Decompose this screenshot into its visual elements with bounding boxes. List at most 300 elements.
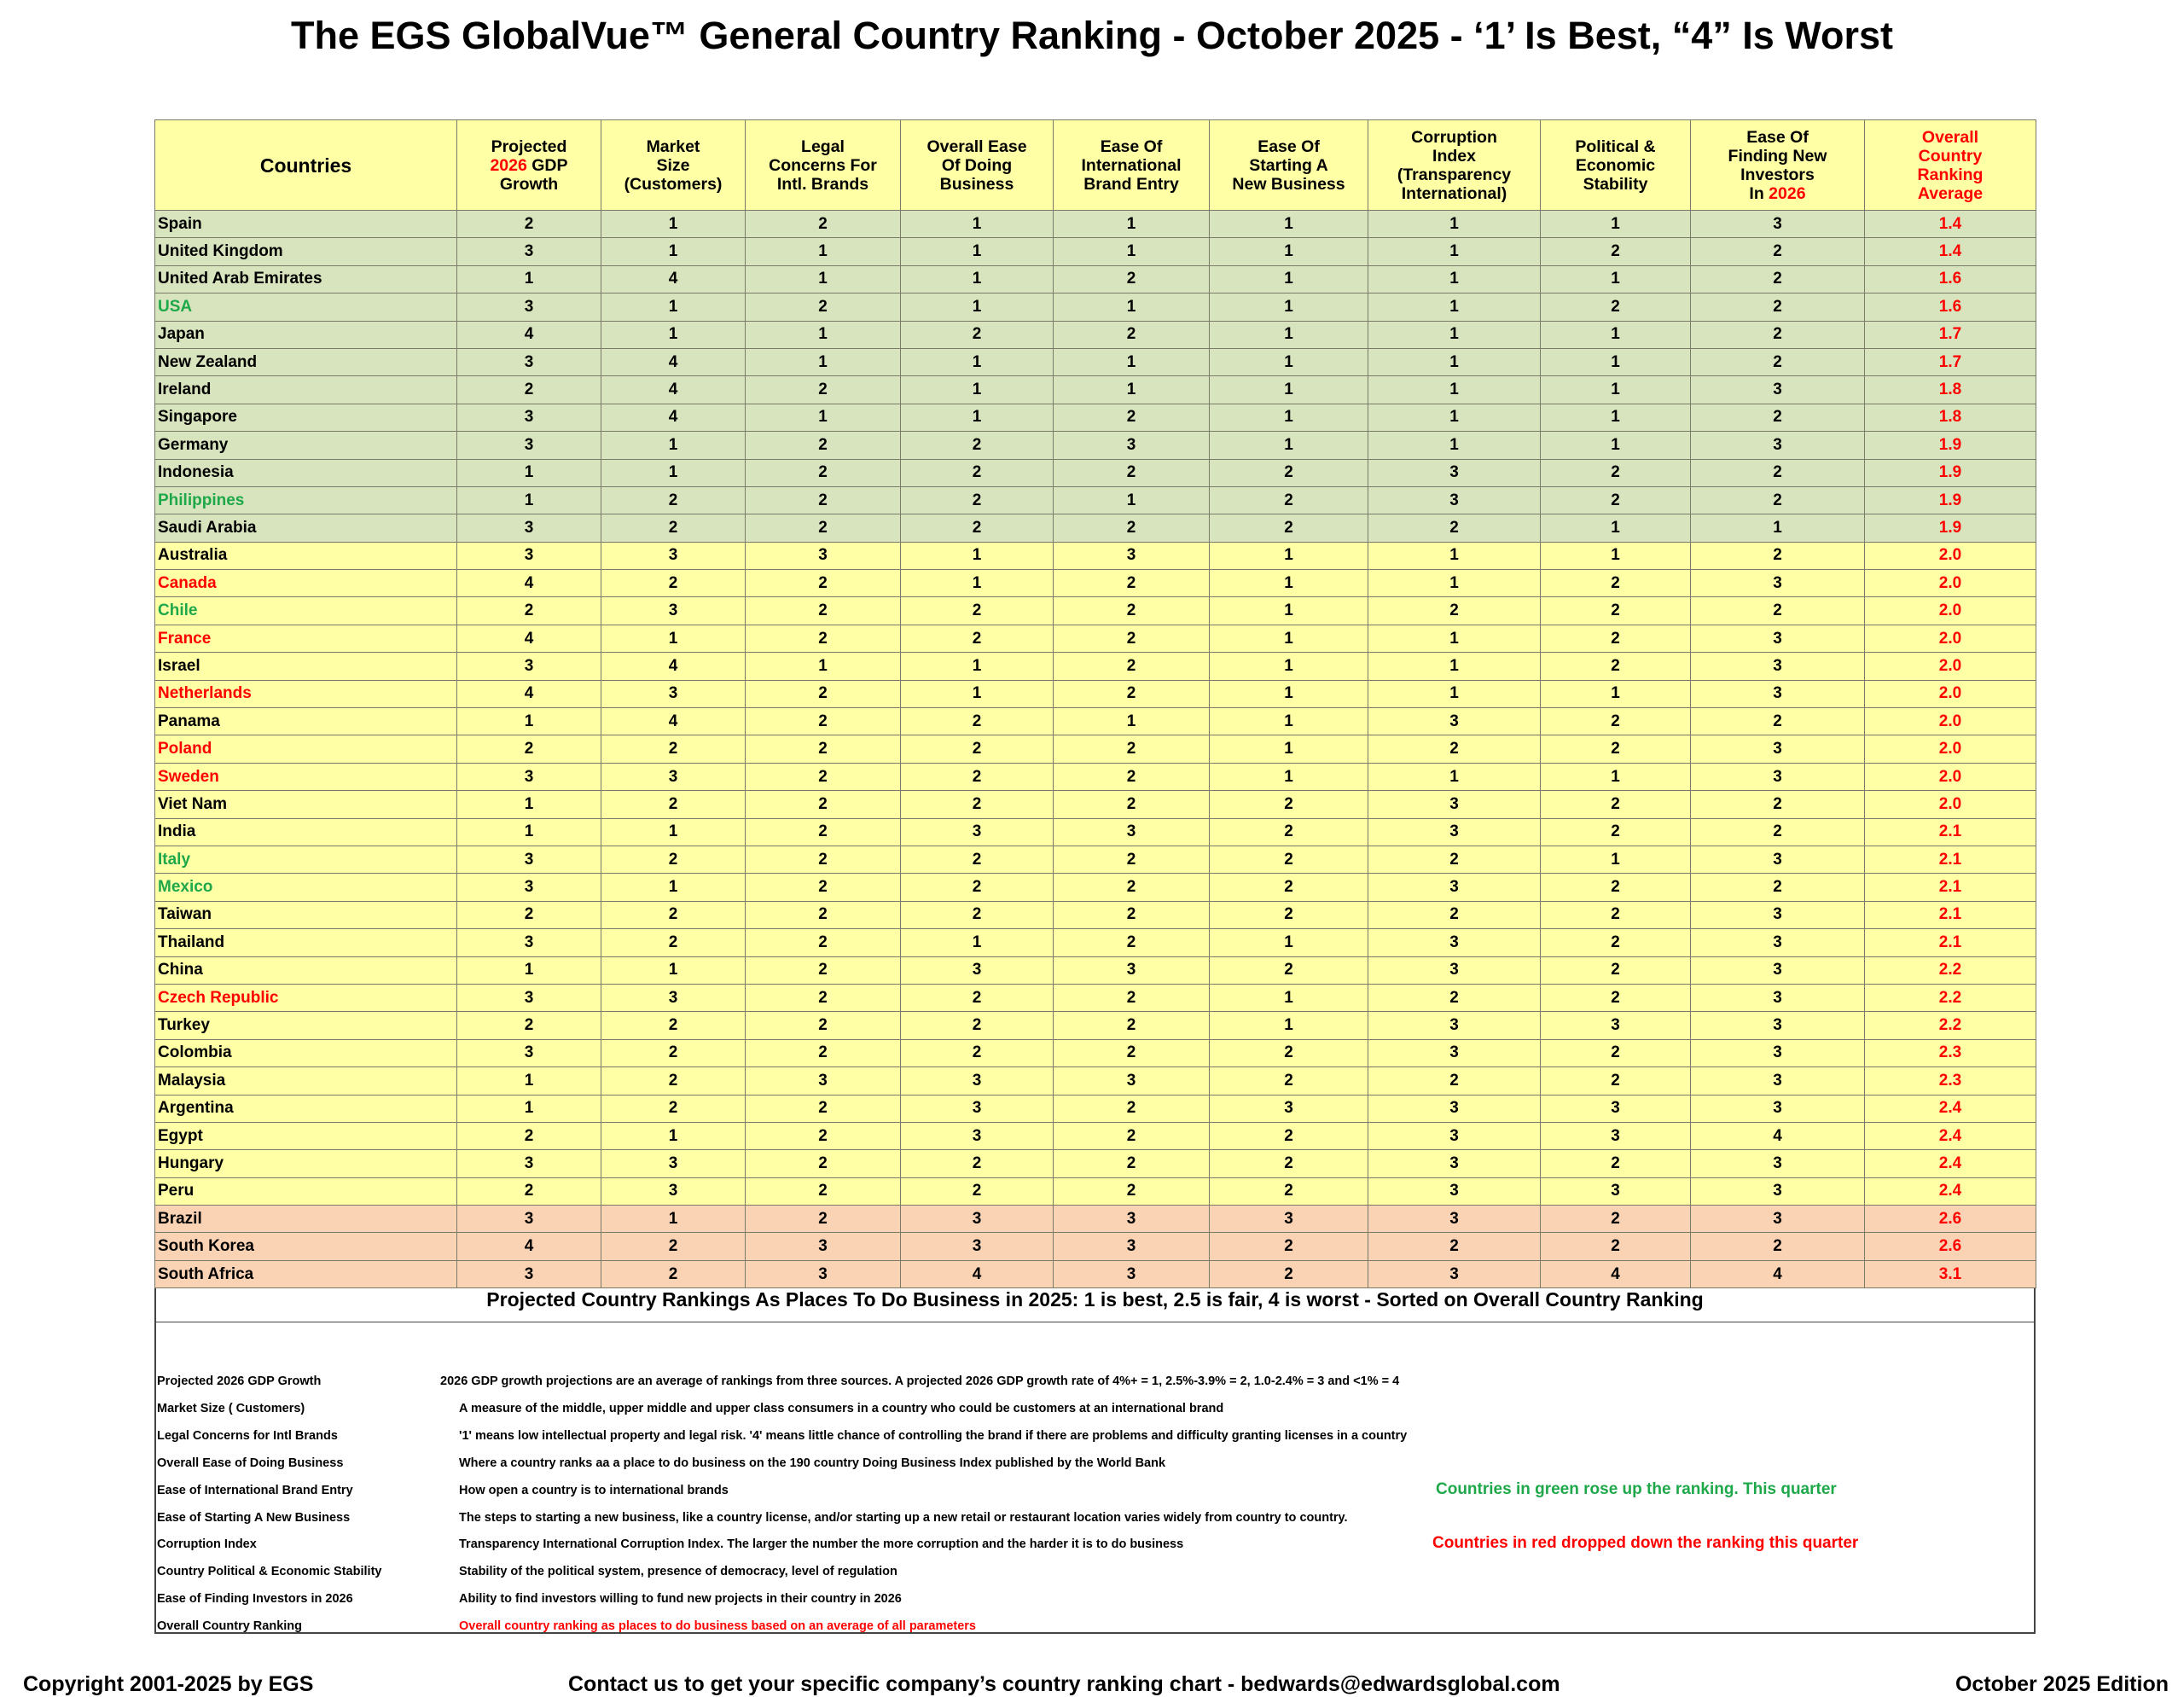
rank-cell: 2 bbox=[1054, 653, 1210, 680]
rank-cell: 2 bbox=[601, 929, 746, 956]
rank-cell: 3 bbox=[1054, 1206, 1210, 1233]
rank-cell: 1 bbox=[1054, 486, 1210, 514]
rank-cell: 3 bbox=[1691, 570, 1865, 597]
table-row bbox=[155, 735, 2036, 763]
rank-cell: 2 bbox=[1691, 1233, 1865, 1260]
rank-cell: 3 bbox=[457, 404, 601, 431]
table-row bbox=[155, 956, 2036, 984]
rank-cell: 1 bbox=[1210, 348, 1368, 375]
overall-average-cell: 1.9 bbox=[1865, 432, 2036, 459]
rank-cell: 1 bbox=[457, 1067, 601, 1095]
rank-cell: 2 bbox=[601, 735, 746, 763]
rank-cell: 1 bbox=[901, 570, 1054, 597]
rank-cell: 1 bbox=[457, 791, 601, 818]
rank-cell: 1 bbox=[457, 708, 601, 735]
rank-cell: 2 bbox=[746, 956, 901, 984]
country-name: Peru bbox=[155, 1177, 457, 1205]
rank-cell: 2 bbox=[1541, 735, 1691, 763]
rank-cell: 2 bbox=[1368, 1233, 1541, 1260]
rank-cell: 3 bbox=[1691, 956, 1865, 984]
rank-cell: 3 bbox=[901, 956, 1054, 984]
country-name: Germany bbox=[155, 432, 457, 459]
rank-cell: 1 bbox=[901, 680, 1054, 707]
table-row bbox=[155, 708, 2036, 735]
rank-cell: 2 bbox=[1054, 735, 1210, 763]
rank-cell: 1 bbox=[1541, 680, 1691, 707]
header-finding-investors: Ease Of Finding New Investors In 2026 bbox=[1691, 120, 1865, 211]
rank-cell: 2 bbox=[1541, 653, 1691, 680]
rank-cell: 2 bbox=[746, 625, 901, 652]
country-name: Panama bbox=[155, 708, 457, 735]
rank-cell: 3 bbox=[746, 542, 901, 569]
country-name: Egypt bbox=[155, 1122, 457, 1149]
rank-cell: 1 bbox=[1210, 321, 1368, 348]
rank-cell: 3 bbox=[1541, 1122, 1691, 1149]
overall-average-cell: 1.6 bbox=[1865, 293, 2036, 321]
rank-cell: 2 bbox=[1541, 956, 1691, 984]
rank-cell: 1 bbox=[457, 818, 601, 846]
rank-cell: 1 bbox=[1368, 653, 1541, 680]
page-title: The EGS GlobalVue™ General Country Ranking - October 2025 - ‘1’ Is Best, “4” Is Worst bbox=[291, 14, 1893, 57]
country-name: Canada bbox=[155, 570, 457, 597]
overall-average-cell: 2.3 bbox=[1865, 1067, 2036, 1095]
rank-cell: 4 bbox=[1691, 1260, 1865, 1287]
rank-cell: 2 bbox=[746, 376, 901, 404]
rank-cell: 1 bbox=[1210, 653, 1368, 680]
rank-cell: 3 bbox=[601, 984, 746, 1011]
rank-cell: 1 bbox=[1210, 680, 1368, 707]
country-name: Thailand bbox=[155, 929, 457, 956]
rank-cell: 3 bbox=[457, 846, 601, 873]
rank-cell: 2 bbox=[901, 1177, 1054, 1205]
rank-cell: 2 bbox=[746, 818, 901, 846]
rank-cell: 1 bbox=[1368, 763, 1541, 790]
rank-cell: 3 bbox=[1368, 486, 1541, 514]
country-name: Viet Nam bbox=[155, 791, 457, 818]
rank-cell: 3 bbox=[901, 1122, 1054, 1149]
rank-cell: 2 bbox=[601, 570, 746, 597]
overall-average-cell: 1.9 bbox=[1865, 459, 2036, 486]
rank-cell: 2 bbox=[1541, 791, 1691, 818]
overall-average-cell: 1.7 bbox=[1865, 321, 2036, 348]
rank-cell: 3 bbox=[1368, 1206, 1541, 1233]
country-name: United Kingdom bbox=[155, 238, 457, 265]
definition-description: Transparency International Corruption Index. The larger the number the more corruption and the harder it is to do business bbox=[459, 1537, 1184, 1552]
rank-cell: 3 bbox=[1210, 1095, 1368, 1122]
rank-cell: 3 bbox=[457, 653, 601, 680]
rank-cell: 2 bbox=[1210, 459, 1368, 486]
rank-cell: 1 bbox=[601, 459, 746, 486]
rank-cell: 2 bbox=[1054, 625, 1210, 652]
rank-cell: 3 bbox=[457, 1039, 601, 1066]
rank-cell: 1 bbox=[601, 321, 746, 348]
rank-cell: 2 bbox=[1541, 929, 1691, 956]
rank-cell: 1 bbox=[901, 238, 1054, 265]
overall-average-cell: 2.0 bbox=[1865, 735, 2036, 763]
rank-cell: 2 bbox=[1541, 486, 1691, 514]
rank-cell: 2 bbox=[1541, 570, 1691, 597]
rank-cell: 1 bbox=[601, 1122, 746, 1149]
rank-cell: 2 bbox=[1368, 735, 1541, 763]
rank-cell: 2 bbox=[1541, 1039, 1691, 1066]
rank-cell: 3 bbox=[746, 1067, 901, 1095]
table-row bbox=[155, 929, 2036, 956]
definition-description: A measure of the middle, upper middle and upper class consumers in a country who could be customers at an international brand bbox=[459, 1401, 1224, 1415]
definition-term: Overall Ease of Doing Business bbox=[157, 1456, 344, 1470]
definition-term: Projected 2026 GDP Growth bbox=[157, 1374, 322, 1388]
rank-cell: 2 bbox=[1541, 1150, 1691, 1177]
country-name: Poland bbox=[155, 735, 457, 763]
rank-cell: 3 bbox=[1368, 459, 1541, 486]
overall-average-cell: 2.1 bbox=[1865, 874, 2036, 901]
rank-cell: 2 bbox=[1210, 874, 1368, 901]
rank-cell: 3 bbox=[457, 984, 601, 1011]
overall-average-cell: 2.1 bbox=[1865, 818, 2036, 846]
rank-cell: 1 bbox=[457, 459, 601, 486]
rank-cell: 3 bbox=[457, 348, 601, 375]
rank-cell: 1 bbox=[901, 653, 1054, 680]
rank-cell: 2 bbox=[1054, 763, 1210, 790]
rank-cell: 3 bbox=[1368, 1177, 1541, 1205]
rank-cell: 1 bbox=[746, 404, 901, 431]
rank-cell: 2 bbox=[1691, 459, 1865, 486]
rank-cell: 1 bbox=[1054, 238, 1210, 265]
definition-term: Ease of International Brand Entry bbox=[157, 1483, 353, 1497]
country-name: United Arab Emirates bbox=[155, 265, 457, 293]
country-name: Chile bbox=[155, 597, 457, 625]
table-row bbox=[155, 1039, 2036, 1066]
rank-cell: 3 bbox=[1691, 1095, 1865, 1122]
rank-cell: 2 bbox=[746, 570, 901, 597]
country-name: New Zealand bbox=[155, 348, 457, 375]
rank-cell: 2 bbox=[1541, 625, 1691, 652]
rank-cell: 2 bbox=[901, 486, 1054, 514]
table-body bbox=[155, 211, 2036, 1288]
overall-average-cell: 2.6 bbox=[1865, 1206, 2036, 1233]
rank-cell: 3 bbox=[1054, 432, 1210, 459]
country-name: Hungary bbox=[155, 1150, 457, 1177]
rank-cell: 2 bbox=[601, 846, 746, 873]
rank-cell: 2 bbox=[1691, 708, 1865, 735]
definition-description: Where a country ranks aa a place to do business on the 190 country Doing Business Index published by the World Bank bbox=[459, 1456, 1166, 1470]
rank-cell: 1 bbox=[601, 432, 746, 459]
table-row bbox=[155, 514, 2036, 542]
rank-cell: 3 bbox=[901, 1233, 1054, 1260]
overall-average-cell: 1.8 bbox=[1865, 376, 2036, 404]
rank-cell: 4 bbox=[601, 265, 746, 293]
rank-cell: 3 bbox=[457, 874, 601, 901]
table-row bbox=[155, 542, 2036, 569]
table-row bbox=[155, 211, 2036, 238]
rank-cell: 1 bbox=[901, 211, 1054, 238]
table-row bbox=[155, 680, 2036, 707]
rank-cell: 2 bbox=[457, 597, 601, 625]
definition-description: The steps to starting a new business, like a country license, and/or starting up a new retail or restaurant location varies widely from country to country. bbox=[459, 1510, 1348, 1525]
rank-cell: 2 bbox=[1054, 321, 1210, 348]
rank-cell: 1 bbox=[1210, 625, 1368, 652]
definition-term: Overall Country Ranking bbox=[157, 1619, 303, 1634]
overall-average-cell: 2.1 bbox=[1865, 929, 2036, 956]
table-row bbox=[155, 404, 2036, 431]
rank-cell: 1 bbox=[1541, 542, 1691, 569]
rank-cell: 3 bbox=[1054, 1233, 1210, 1260]
rank-cell: 2 bbox=[1368, 1067, 1541, 1095]
overall-average-cell: 2.0 bbox=[1865, 597, 2036, 625]
definition-term: Corruption Index bbox=[157, 1537, 257, 1552]
overall-average-cell: 3.1 bbox=[1865, 1260, 2036, 1287]
rank-cell: 4 bbox=[601, 348, 746, 375]
rank-cell: 3 bbox=[746, 1233, 901, 1260]
rank-cell: 3 bbox=[1368, 1260, 1541, 1287]
overall-average-cell: 2.0 bbox=[1865, 763, 2036, 790]
rank-cell: 1 bbox=[1210, 542, 1368, 569]
rank-cell: 2 bbox=[1541, 984, 1691, 1011]
rank-cell: 2 bbox=[457, 1177, 601, 1205]
rank-cell: 2 bbox=[601, 901, 746, 928]
rank-cell: 2 bbox=[1210, 1067, 1368, 1095]
rank-cell: 2 bbox=[1368, 597, 1541, 625]
rank-cell: 3 bbox=[1368, 929, 1541, 956]
rank-cell: 2 bbox=[746, 901, 901, 928]
rank-cell: 3 bbox=[1691, 653, 1865, 680]
rank-cell: 4 bbox=[901, 1260, 1054, 1287]
rank-cell: 1 bbox=[746, 653, 901, 680]
rank-cell: 2 bbox=[901, 1039, 1054, 1066]
definition-description: 2026 GDP growth projections are an average of rankings from three sources. A projected 2026 GDP growth rate of 4%+ = 1, 2.5%-3.9% = 2, 1.0-2.4% = 3 and <1% = 4 bbox=[440, 1374, 1400, 1388]
country-name: Japan bbox=[155, 321, 457, 348]
definition-term: Ease of Starting A New Business bbox=[157, 1510, 351, 1525]
rank-cell: 2 bbox=[1691, 818, 1865, 846]
table-row bbox=[155, 1122, 2036, 1149]
rank-cell: 1 bbox=[901, 404, 1054, 431]
rank-cell: 3 bbox=[601, 597, 746, 625]
table-row bbox=[155, 874, 2036, 901]
rank-cell: 1 bbox=[1541, 514, 1691, 542]
rank-cell: 2 bbox=[1541, 293, 1691, 321]
green-legend-note: Countries in green rose up the ranking. This quarter bbox=[1436, 1480, 1837, 1498]
table-row bbox=[155, 265, 2036, 293]
rank-cell: 2 bbox=[1054, 570, 1210, 597]
rank-cell: 3 bbox=[1691, 625, 1865, 652]
rank-cell: 1 bbox=[1368, 404, 1541, 431]
overall-average-cell: 2.4 bbox=[1865, 1095, 2036, 1122]
country-name: Sweden bbox=[155, 763, 457, 790]
overall-average-cell: 2.0 bbox=[1865, 570, 2036, 597]
rank-cell: 2 bbox=[746, 1095, 901, 1122]
rank-cell: 2 bbox=[1054, 791, 1210, 818]
rank-cell: 2 bbox=[901, 846, 1054, 873]
rank-cell: 2 bbox=[746, 1122, 901, 1149]
rank-cell: 2 bbox=[1054, 597, 1210, 625]
rank-cell: 3 bbox=[1541, 1177, 1691, 1205]
overall-average-cell: 1.4 bbox=[1865, 211, 2036, 238]
rank-cell: 2 bbox=[1368, 846, 1541, 873]
rank-cell: 1 bbox=[601, 625, 746, 652]
rank-cell: 1 bbox=[1368, 321, 1541, 348]
rank-cell: 1 bbox=[1210, 376, 1368, 404]
rank-cell: 2 bbox=[1210, 846, 1368, 873]
rank-cell: 3 bbox=[601, 542, 746, 569]
rank-cell: 2 bbox=[746, 432, 901, 459]
overall-average-cell: 1.9 bbox=[1865, 514, 2036, 542]
rank-cell: 1 bbox=[1210, 238, 1368, 265]
rank-cell: 1 bbox=[746, 348, 901, 375]
rank-cell: 2 bbox=[746, 929, 901, 956]
rank-cell: 2 bbox=[1541, 597, 1691, 625]
rank-cell: 3 bbox=[457, 763, 601, 790]
rank-cell: 1 bbox=[457, 486, 601, 514]
rank-cell: 4 bbox=[601, 404, 746, 431]
footer-edition: October 2025 Edition bbox=[1955, 1672, 2169, 1696]
rank-cell: 2 bbox=[601, 791, 746, 818]
rank-cell: 3 bbox=[901, 1067, 1054, 1095]
rank-cell: 3 bbox=[1054, 1260, 1210, 1287]
rank-cell: 1 bbox=[1210, 293, 1368, 321]
rank-cell: 3 bbox=[1368, 1122, 1541, 1149]
rank-cell: 1 bbox=[1210, 597, 1368, 625]
rank-cell: 1 bbox=[901, 542, 1054, 569]
definition-description: How open a country is to international brands bbox=[459, 1483, 729, 1497]
overall-average-cell: 2.4 bbox=[1865, 1150, 2036, 1177]
table-row bbox=[155, 984, 2036, 1011]
table-row bbox=[155, 238, 2036, 265]
rank-cell: 2 bbox=[457, 376, 601, 404]
ranking-table bbox=[154, 119, 2036, 1288]
country-name: USA bbox=[155, 293, 457, 321]
header-intl-brand-entry: Ease Of International Brand Entry bbox=[1054, 120, 1210, 211]
table-row bbox=[155, 486, 2036, 514]
rank-cell: 2 bbox=[1541, 1206, 1691, 1233]
definition-description: Overall country ranking as places to do business based on an average of all parameters bbox=[459, 1619, 976, 1634]
overall-average-cell: 2.3 bbox=[1865, 1039, 2036, 1066]
overall-average-cell: 2.2 bbox=[1865, 1012, 2036, 1039]
table-header-row bbox=[155, 120, 2036, 211]
rank-cell: 3 bbox=[457, 238, 601, 265]
rank-cell: 2 bbox=[901, 735, 1054, 763]
rank-cell: 3 bbox=[1368, 1012, 1541, 1039]
rank-cell: 1 bbox=[601, 874, 746, 901]
rank-cell: 2 bbox=[601, 1039, 746, 1066]
rank-cell: 2 bbox=[601, 1233, 746, 1260]
rank-cell: 4 bbox=[457, 1233, 601, 1260]
rank-cell: 3 bbox=[1541, 1012, 1691, 1039]
rank-cell: 1 bbox=[1210, 735, 1368, 763]
rank-cell: 2 bbox=[901, 1150, 1054, 1177]
definition-description: '1' means low intellectual property and legal risk. '4' means little chance of controlling the brand if there are problems and difficulty granting licenses in a country bbox=[459, 1428, 1408, 1443]
rank-cell: 2 bbox=[746, 874, 901, 901]
rank-cell: 2 bbox=[1691, 874, 1865, 901]
rank-cell: 2 bbox=[1368, 901, 1541, 928]
rank-cell: 2 bbox=[1541, 818, 1691, 846]
red-legend-note: Countries in red dropped down the ranking this quarter bbox=[1432, 1534, 1859, 1552]
country-name: South Korea bbox=[155, 1233, 457, 1260]
rank-cell: 2 bbox=[1054, 1012, 1210, 1039]
table-row bbox=[155, 1095, 2036, 1122]
rank-cell: 2 bbox=[1054, 1122, 1210, 1149]
rank-cell: 1 bbox=[601, 293, 746, 321]
rank-cell: 3 bbox=[1691, 929, 1865, 956]
header-gdp-growth: Projected 2026 GDP Growth bbox=[457, 120, 601, 211]
rank-cell: 2 bbox=[601, 1012, 746, 1039]
rank-cell: 2 bbox=[1054, 1095, 1210, 1122]
rank-cell: 1 bbox=[901, 265, 1054, 293]
rank-cell: 1 bbox=[1210, 984, 1368, 1011]
country-name: Philippines bbox=[155, 486, 457, 514]
rank-cell: 3 bbox=[457, 1150, 601, 1177]
rank-cell: 3 bbox=[1541, 1095, 1691, 1122]
rank-cell: 2 bbox=[457, 1012, 601, 1039]
rank-cell: 2 bbox=[1054, 846, 1210, 873]
country-name: Indonesia bbox=[155, 459, 457, 486]
rank-cell: 1 bbox=[601, 1206, 746, 1233]
rank-cell: 1 bbox=[901, 293, 1054, 321]
overall-average-cell: 2.0 bbox=[1865, 680, 2036, 707]
rank-cell: 1 bbox=[1054, 376, 1210, 404]
table-row bbox=[155, 1206, 2036, 1233]
table-row bbox=[155, 293, 2036, 321]
rank-cell: 2 bbox=[901, 874, 1054, 901]
rank-cell: 3 bbox=[1691, 901, 1865, 928]
rank-cell: 2 bbox=[1054, 265, 1210, 293]
definition-description: Stability of the political system, presence of democracy, level of regulation bbox=[459, 1565, 897, 1579]
rank-cell: 1 bbox=[1368, 293, 1541, 321]
rank-cell: 4 bbox=[457, 570, 601, 597]
rank-cell: 1 bbox=[601, 956, 746, 984]
rank-cell: 1 bbox=[1368, 542, 1541, 569]
rank-cell: 3 bbox=[1691, 1067, 1865, 1095]
rank-cell: 2 bbox=[901, 708, 1054, 735]
header-ease-doing-business: Overall Ease Of Doing Business bbox=[901, 120, 1054, 211]
rank-cell: 2 bbox=[901, 791, 1054, 818]
rank-cell: 2 bbox=[1054, 929, 1210, 956]
rank-cell: 3 bbox=[601, 763, 746, 790]
rank-cell: 2 bbox=[1210, 1177, 1368, 1205]
table-row bbox=[155, 321, 2036, 348]
rank-cell: 2 bbox=[1210, 818, 1368, 846]
rank-cell: 2 bbox=[1054, 680, 1210, 707]
rank-cell: 2 bbox=[1691, 321, 1865, 348]
rank-cell: 3 bbox=[1691, 1039, 1865, 1066]
rank-cell: 3 bbox=[1054, 956, 1210, 984]
rank-cell: 1 bbox=[1210, 763, 1368, 790]
rank-cell: 1 bbox=[601, 211, 746, 238]
rank-cell: 1 bbox=[1541, 763, 1691, 790]
table-row bbox=[155, 1067, 2036, 1095]
rank-cell: 2 bbox=[601, 486, 746, 514]
rank-cell: 2 bbox=[746, 459, 901, 486]
rank-cell: 3 bbox=[1368, 1150, 1541, 1177]
rank-cell: 3 bbox=[1054, 1067, 1210, 1095]
rank-cell: 3 bbox=[601, 680, 746, 707]
rank-cell: 1 bbox=[1210, 432, 1368, 459]
rank-cell: 2 bbox=[746, 1039, 901, 1066]
overall-average-cell: 2.0 bbox=[1865, 791, 2036, 818]
rank-cell: 2 bbox=[1368, 514, 1541, 542]
rank-cell: 3 bbox=[1368, 956, 1541, 984]
rank-cell: 2 bbox=[746, 597, 901, 625]
overall-average-cell: 2.0 bbox=[1865, 708, 2036, 735]
rank-cell: 1 bbox=[601, 818, 746, 846]
overall-average-cell: 1.8 bbox=[1865, 404, 2036, 431]
rank-cell: 2 bbox=[901, 597, 1054, 625]
overall-average-cell: 2.1 bbox=[1865, 846, 2036, 873]
rank-cell: 3 bbox=[1691, 763, 1865, 790]
overall-average-cell: 2.0 bbox=[1865, 625, 2036, 652]
rank-cell: 2 bbox=[746, 735, 901, 763]
rank-cell: 2 bbox=[1691, 791, 1865, 818]
rank-cell: 2 bbox=[1691, 238, 1865, 265]
rank-cell: 3 bbox=[1691, 680, 1865, 707]
